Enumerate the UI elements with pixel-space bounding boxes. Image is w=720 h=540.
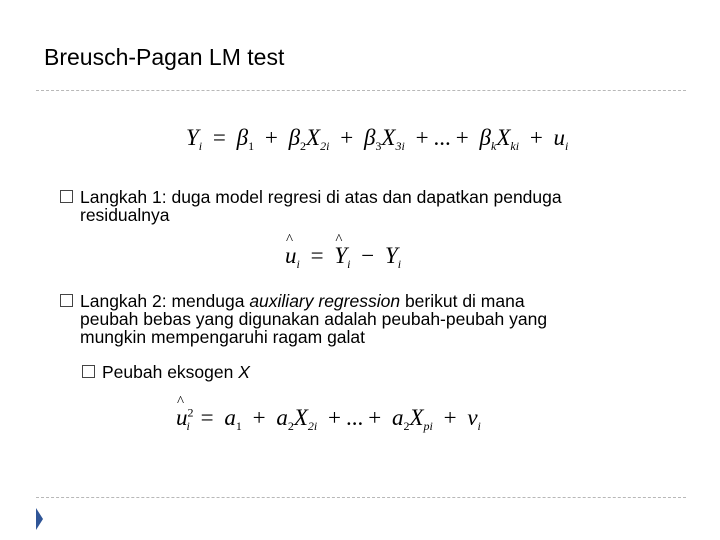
bottom-divider: [36, 497, 686, 498]
slide-title: Breusch-Pagan LM test: [44, 44, 285, 70]
model-equation: $Y_i = \beta_1 + \beta_2X_{2i} + \beta_3X_{3i}$ + ... + $\beta_kX_{ki} + u_i$: [186, 125, 569, 153]
bullet-step-1: Langkah 1: duga model regresi di atas dan dapatkan penduga residualnya: [60, 188, 562, 224]
eq-y: Y: [186, 125, 199, 150]
square-bullet-icon: [60, 190, 73, 203]
square-bullet-icon: [82, 365, 95, 378]
auxiliary-equation: ^ $u^2_i = a_1 + a_2X_{2i}$ + ... + $a_2X_{pi} + v_i$: [176, 405, 481, 434]
slide-corner-arrow-icon: [36, 508, 43, 530]
bullet-step-2: Langkah 2: menduga auxiliary regression berikut di mana peubah bebas yang digunakan adalah peubah-peubah yang mungkin mempengaruhi ragam galat: [60, 292, 547, 346]
square-bullet-icon: [60, 294, 73, 307]
top-divider: [36, 90, 686, 91]
residual-equation: ^ $u_i$ = ^ $Y_i - Y_i$: [285, 243, 401, 272]
sub-bullet-exogenous: Peubah eksogen X: [82, 362, 250, 383]
